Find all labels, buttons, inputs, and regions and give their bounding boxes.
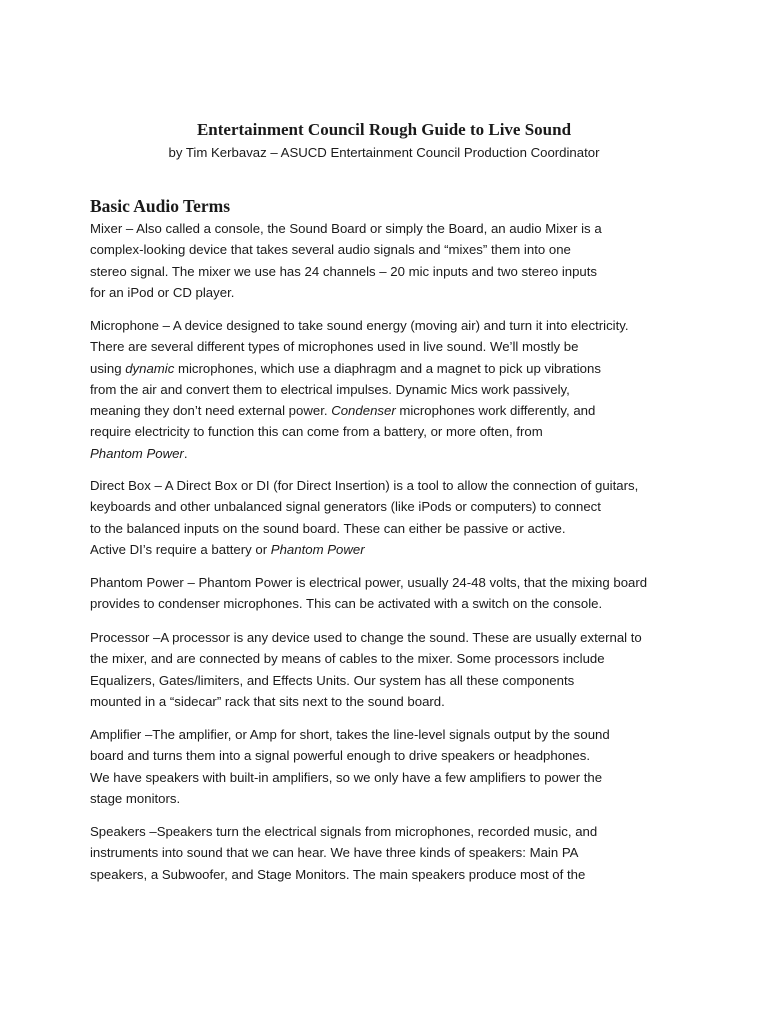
term-line: from the air and convert them to electrical impulses. Dynamic Mics work passively, — [90, 381, 570, 397]
term-line: stage monitors. — [90, 790, 181, 806]
term-line — [90, 400, 690, 421]
emphasized-term: Phantom Power — [90, 445, 184, 461]
term-phantom-power — [90, 572, 690, 615]
term-line: Processor –A processor is any device used to change the sound. These are usually external to — [90, 630, 642, 645]
line-text: Active DI’s require a battery or — [90, 541, 271, 557]
term-direct-box — [90, 475, 690, 560]
document-title: Entertainment Council Rough Guide to Live Sound — [196, 120, 572, 139]
term-microphone — [90, 315, 690, 464]
emphasized-term: dynamic — [125, 360, 175, 376]
section-heading: Basic Audio Terms — [90, 196, 231, 216]
line-text: . — [183, 445, 188, 461]
term-line: Speakers –Speakers turn the electrical signals from microphones, recorded music, and — [90, 824, 598, 839]
line-text: microphones work differently, and — [395, 403, 596, 419]
term-line: mounted in a “sidecar” rack that sits next to the sound board. — [90, 693, 445, 709]
term-line: instruments into sound that we can hear. We have three kinds of speakers: Main PA — [90, 845, 579, 861]
term-line: We have speakers with built-in amplifiers, so we only have a few amplifiers to power the — [90, 769, 603, 785]
term-line: Phantom Power – Phantom Power is electrical power, usually 24-48 volts, that the mixing board — [90, 575, 648, 590]
term-mixer — [90, 218, 690, 303]
emphasized-term: Condenser — [331, 403, 396, 419]
line-text: meaning they don’t need external power. — [90, 403, 332, 419]
document-byline: by Tim Kerbavaz – ASUCD Entertainment Council Production Coordinator — [168, 145, 600, 160]
term-line: to the balanced inputs on the sound board. These can either be passive or active. — [90, 520, 566, 536]
term-line: complex-looking device that takes several audio signals and “mixes” them into one — [90, 242, 571, 258]
line-text: using — [90, 360, 126, 376]
term-line: Mixer – Also called a console, the Sound Board or simply the Board, an audio Mixer is a — [90, 221, 602, 236]
term-processor — [90, 627, 690, 712]
emphasized-term: Phantom Power — [270, 541, 365, 557]
term-line: keyboards and other unbalanced signal generators (like iPods or computers) to connect — [90, 499, 601, 515]
term-line — [90, 358, 690, 379]
term-line: Direct Box – A Direct Box or DI (for Direct Insertion) is a tool to allow the connection of guitars, — [90, 478, 639, 493]
term-line — [90, 539, 690, 560]
term-line: board and turns them into a signal powerful enough to drive speakers or headphones. — [90, 748, 590, 764]
term-line: the mixer, and are connected by means of cables to the mixer. Some processors include — [90, 651, 605, 667]
term-line: Equalizers, Gates/limiters, and Effects Units. Our system has all these components — [90, 672, 575, 688]
term-line: Amplifier –The amplifier, or Amp for short, takes the line-level signals output by the sound — [90, 727, 610, 742]
term-line: speakers, a Subwoofer, and Stage Monitors. The main speakers produce most of the — [90, 866, 586, 882]
term-amplifier — [90, 724, 690, 809]
term-line: require electricity to function this can come from a battery, or more often, from — [90, 424, 543, 440]
term-line: provides to condenser microphones. This can be activated with a switch on the console. — [90, 596, 603, 612]
line-text: microphones, which use a diaphragm and a magnet to pick up vibrations — [174, 360, 601, 376]
term-line: for an iPod or CD player. — [90, 284, 235, 300]
term-line: stereo signal. The mixer we use has 24 channels – 20 mic inputs and two stereo inputs — [90, 263, 598, 279]
term-line — [90, 443, 690, 464]
term-line: There are several different types of microphones used in live sound. We’ll mostly be — [90, 339, 579, 355]
term-line: Microphone – A device designed to take sound energy (moving air) and turn it into electricity. — [90, 318, 629, 333]
term-speakers — [90, 821, 690, 885]
